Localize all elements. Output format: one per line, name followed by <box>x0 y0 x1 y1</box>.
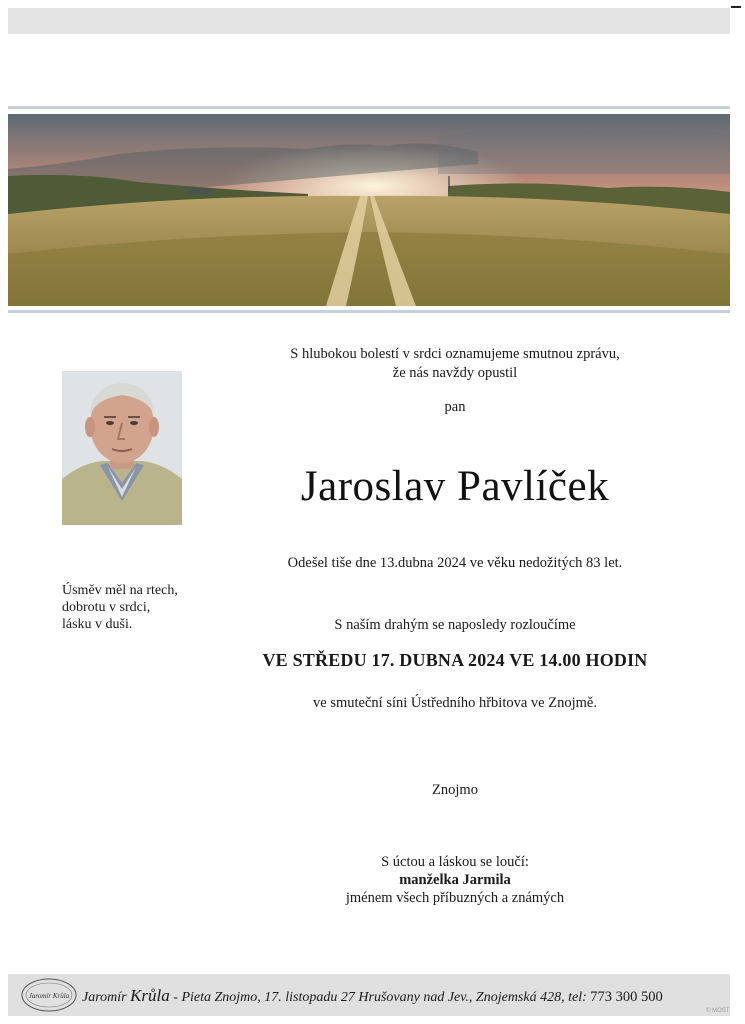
company-phone: 773 300 500 <box>590 989 663 1005</box>
banner-bottom-rule <box>8 310 730 313</box>
farewell-line: S naším drahým se naposledy rozloučíme <box>334 617 576 633</box>
top-band <box>8 8 730 34</box>
signoff-family: manželka Jarmila <box>399 872 511 888</box>
place-name: Znojmo <box>432 782 478 798</box>
signoff-line: jménem všech příbuzných a známých <box>345 890 565 906</box>
footer-band <box>8 974 730 1016</box>
death-info: Odešel tiše dne 13.dubna 2024 ve věku nedožitých 83 let. <box>287 555 623 571</box>
motto <box>62 582 178 633</box>
copyright-mark: © MOST <box>706 1008 730 1014</box>
banner-top-rule <box>8 106 730 109</box>
svg-text:Jaromír Krůla: Jaromír Krůla <box>28 992 70 1000</box>
company-brand: Krůla <box>130 986 170 1005</box>
deceased-name: Jaroslav Pavlíček <box>300 463 610 510</box>
company-first-name: Jaromír <box>82 990 127 1005</box>
intro-line: S hlubokou bolestí v srdci oznamujeme smutnou zprávu, <box>290 346 620 362</box>
motto-line: lásku v duši. <box>62 617 133 632</box>
title-word: pan <box>444 399 466 415</box>
ceremony-venue: ve smuteční síni Ústředního hřbitova ve Znojmě. <box>313 695 597 711</box>
landscape-banner <box>8 114 730 306</box>
ceremony-datetime: VE STŘEDU 17. DUBNA 2024 VE 14.00 HODIN <box>262 650 648 670</box>
company-address: - Pieta Znojmo, 17. listopadu 27 Hrušovany nad Jev., Znojemská 428, tel: <box>169 990 587 1005</box>
portrait-photo <box>62 371 182 525</box>
intro-text <box>245 345 665 383</box>
signoff-line: S úctou a láskou se loučí: <box>381 854 529 870</box>
motto-line: Úsměv měl na rtech, <box>62 583 178 598</box>
intro-line: že nás navždy opustil <box>392 365 518 381</box>
company-logo <box>20 976 78 1014</box>
corner-mark <box>731 6 741 8</box>
motto-line: dobrotu v srdci, <box>62 600 151 615</box>
company-info <box>82 986 663 1006</box>
